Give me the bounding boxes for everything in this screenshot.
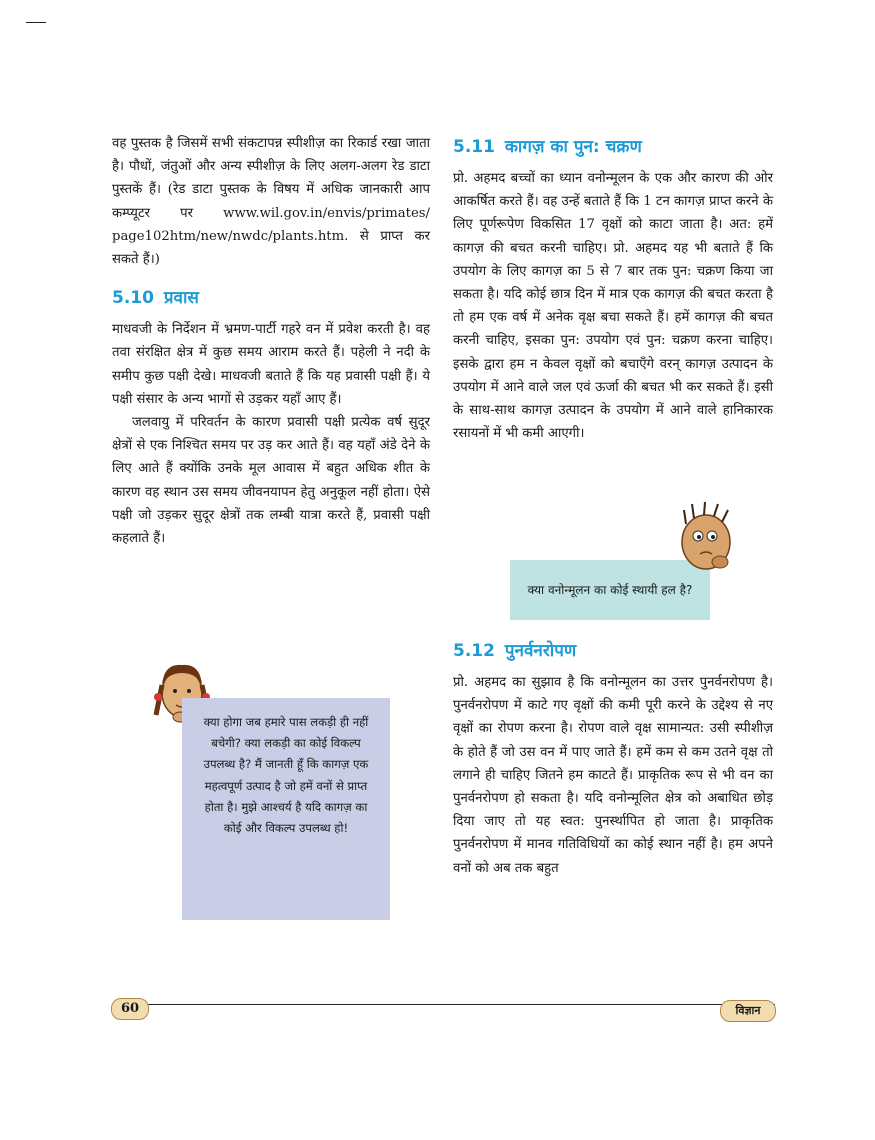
subject-label: विज्ञान <box>720 1000 776 1022</box>
section-5-12-paragraph: प्रो. अहमद का सुझाव है कि वनोन्मूलन का उत्तर पुनर्वनरोपण है। पुनर्वनरोपण में काटे गए वृक्षों की कमी पूरी करने के उद्देश्य से नए वृक्षों का रोपण करना है। रोपण वाले वृक्ष सामान्यत: उसी स्पीशीज़ के होते हैं जो उस वन में पाए जाते हैं। हमें कम से कम उतने वृक्ष तो लगाने ही चाहिए जितने हम काटते हैं। प्राकृतिक रूप से भी वन का पुनर्वनरोपण हो सकता है। यदि वनोन्मूलित क्षेत्र को अबाधित छोड़ दिया जाए तो यह स्वत: पुनर्स्थापित हो जाता है। प्राकृतिक पुनर्वनरोपण में मानव गतिविधियों का कोई स्थान नहीं है। हम अपने वनों को अब तक बहुत <box>453 675 773 876</box>
thought-box-text: क्या होगा जब हमारे पास लकड़ी ही नहीं बचेगी? क्या लकड़ी का कोई विकल्प उपलब्ध है? मैं जानती हूँ कि कागज़ एक महत्वपूर्ण उत्पाद है जो हमें वनों से प्राप्त होता है। मुझे आश्चर्य है यदि कागज़ का कोई और विकल्प उपलब्ध हो! <box>203 715 369 836</box>
section-5-12-title: पुनर्वनरोपण <box>504 641 577 661</box>
right-column-lower <box>453 634 773 880</box>
section-5-12-heading <box>453 638 773 661</box>
section-5-11-number: 5.11 <box>453 137 495 157</box>
section-5-11-title: कागज़ का पुन: चक्रण <box>504 137 642 157</box>
section-5-11-heading <box>453 134 773 157</box>
question-box-text: क्या वनोन्मूलन का कोई स्थायी हल है? <box>527 582 693 597</box>
thinking-boy-illustration <box>676 500 736 584</box>
right-column <box>453 132 773 445</box>
section-5-10-heading <box>112 285 430 308</box>
intro-paragraph: वह पुस्तक है जिसमें सभी संकटापन्न स्पीशीज़ का रिकार्ड रखा जाता है। पौधों, जंतुओं और अन्य स्पीशीज़ के लिए अलग-अलग रेड डाटा पुस्तकें हैं। (रेड डाटा पुस्तक के विषय में अधिक जानकारी आप कम्प्यूटर पर www.wil.gov.in/envis/primates/ page102htm/new/nwdc/plants.htm. से प्राप्त कर सकते हैं।) <box>112 136 430 268</box>
section-5-10-number: 5.10 <box>112 288 154 309</box>
section-5-11-paragraph: प्रो. अहमद बच्चों का ध्यान वनोन्मूलन के एक और कारण की ओर आकर्षित करते हैं। वह उन्हें बताते हैं कि 1 टन कागज़ प्राप्त करने के लिए पूर्णरूपेण विकसित 17 वृक्षों को काटा जाता है। अत: हमें कागज़ की बचत करनी चाहिए। प्रो. अहमद यह भी बताते हैं कि उपयोग के लिए कागज़ का 5 से 7 बार तक पुन: चक्रण किया जा सकता है। यदि कोई छात्र दिन में मात्र एक कागज़ की बचत करता है तो हम एक वर्ष में अनेक वृक्ष बचा सकते हैं। हमें कागज़ की बचत करनी चाहिए, इसका पुन: उपयोग एवं पुन: चक्रण करना चाहिए। इसके द्वारा हम न केवल वृक्षों को बचाएँगे वरन् कागज़ उत्पादन के उपयोग में आने वाले जल एवं ऊर्जा की बचत भी कर सकते हैं। इसी के साथ-साथ कागज़ उत्पादन के उपयोग में आने वाले हानिकारक रसायनों में भी कमी आएगी। <box>453 171 773 442</box>
page-number: 60 <box>111 998 149 1020</box>
left-column <box>112 132 430 550</box>
section-5-10-paragraph-1: माधवजी के निर्देशन में भ्रमण-पार्टी गहरे वन में प्रवेश करती है। वह तवा संरक्षित क्षेत्र में कुछ समय आराम करते हैं। पहेली ने नदी के समीप कुछ पक्षी देखे। माधवजी बताते हैं कि यह प्रवासी पक्षी हैं। ये पक्षी संसार के अन्य भागों से उड़कर यहाँ आए हैं। <box>112 322 430 407</box>
section-5-10-title: प्रवास <box>163 288 199 309</box>
crop-mark <box>26 22 46 23</box>
section-5-10-paragraph-2: जलवायु में परिवर्तन के कारण प्रवासी पक्षी प्रत्येक वर्ष सुदूर क्षेत्रों से एक निश्चित समय पर उड़ कर आते हैं। वह यहाँ अंडे देने के लिए आते हैं क्योंकि उनके मूल आवास में बहुत अधिक शीत के कारण वह स्थान उस समय जीवनयापन हेतु अनुकूल नहीं होता। ऐसे पक्षी जो उड़कर सुदूर क्षेत्रों तक लम्बी यात्रा करते हैं, प्रवासी पक्षी कहलाते हैं। <box>112 415 430 547</box>
section-5-12-number: 5.12 <box>453 641 495 661</box>
footer-rule <box>112 1004 775 1005</box>
thought-box <box>182 698 390 920</box>
